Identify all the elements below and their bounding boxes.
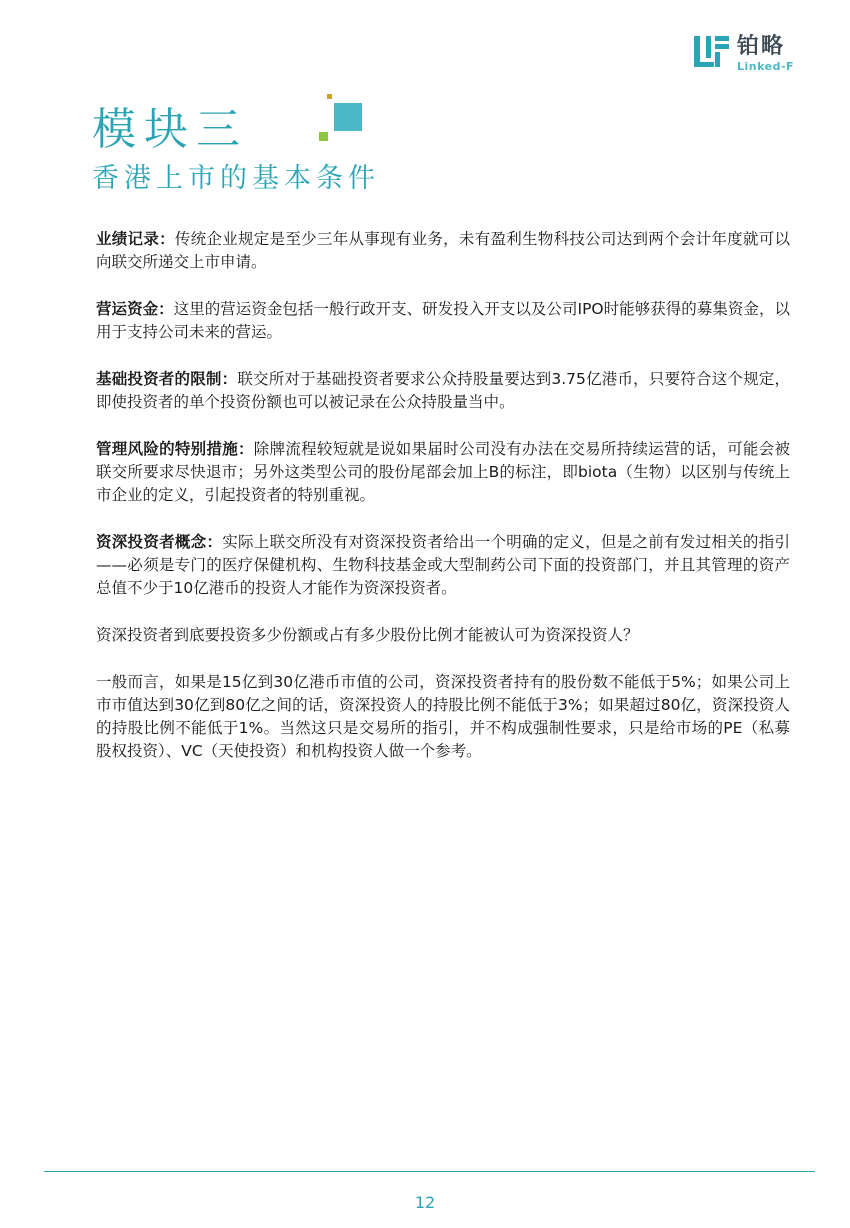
paragraph-text: 传统企业规定是至少三年从事现有业务，未有盈利生物科技公司达到两个会计年度就可以向联交所递交上市申请。 bbox=[96, 230, 790, 271]
brand-name-en: Linked-F bbox=[737, 60, 795, 73]
page-number: 12 bbox=[414, 1193, 436, 1212]
paragraph-label: 基础投资者的限制： bbox=[96, 370, 238, 388]
paragraph-sophisticated-investor bbox=[96, 531, 790, 600]
paragraph-text: 联交所对于基础投资者要求公众持股量要达到3.75亿港币，只要符合这个规定，即使投资者的单个投资份额也可以被记录在公众持股量当中。 bbox=[96, 370, 790, 411]
module-title: 模块三 bbox=[92, 104, 248, 155]
paragraph-cornerstone-limits bbox=[96, 368, 790, 414]
paragraph-text: 除牌流程较短就是说如果届时公司没有办法在交易所持续运营的话，可能会被联交所要求尽快退市；另外这类型公司的股份尾部会加上B的标注，即biota（生物）以区别与传统上市企业的定义，引起投资者的特别重视。 bbox=[96, 440, 790, 504]
paragraph-risk-measures bbox=[96, 438, 790, 507]
brand-logo-mark bbox=[693, 34, 731, 72]
decor-square-gold bbox=[327, 94, 332, 99]
paragraph-answer bbox=[96, 671, 790, 763]
paragraph-working-capital bbox=[96, 298, 790, 344]
paragraph-text: 资深投资者到底要投资多少份额或占有多少股份比例才能被认可为资深投资人？ bbox=[96, 626, 639, 644]
paragraph-text: 这里的营运资金包括一般行政开支、研发投入开支以及公司IPO时能够获得的募集资金，以用于支持公司未来的营运。 bbox=[96, 300, 790, 341]
paragraph-label: 营运资金： bbox=[96, 300, 174, 318]
brand-logo bbox=[693, 34, 811, 74]
paragraph-label: 资深投资者概念： bbox=[96, 533, 223, 551]
paragraph-text: 一般而言，如果是15亿到30亿港币市值的公司，资深投资者持有的股份数不能低于5%；如果公司上市市值达到30亿到80亿之间的话，资深投资人的持股比例不能低于3%；如果超过80亿，资深投资人的持股比例不能低于1%。当然这只是交易所的指引，并不构成强制性要求，只是给市场的PE（私募股权投资）、VC（天使投资）和机构投资人做一个参考。 bbox=[96, 673, 790, 760]
footer-divider bbox=[44, 1171, 815, 1172]
module-subtitle: 香港上市的基本条件 bbox=[92, 163, 380, 194]
decor-square-green bbox=[319, 132, 328, 141]
paragraph-text: 实际上联交所没有对资深投资者给出一个明确的定义，但是之前有发过相关的指引——必须是专门的医疗保健机构、生物科技基金或大型制药公司下面的投资部门，并且其管理的资产总值不少于10亿港币的投资人才能作为资深投资者。 bbox=[96, 533, 790, 597]
brand-name-cn: 铂略 bbox=[737, 34, 786, 59]
decor-square-teal bbox=[334, 103, 362, 131]
paragraph-performance-record bbox=[96, 228, 790, 274]
paragraph-question bbox=[96, 624, 790, 647]
paragraph-label: 管理风险的特别措施： bbox=[96, 440, 254, 458]
body-content bbox=[96, 228, 790, 787]
paragraph-label: 业绩记录： bbox=[96, 230, 175, 248]
